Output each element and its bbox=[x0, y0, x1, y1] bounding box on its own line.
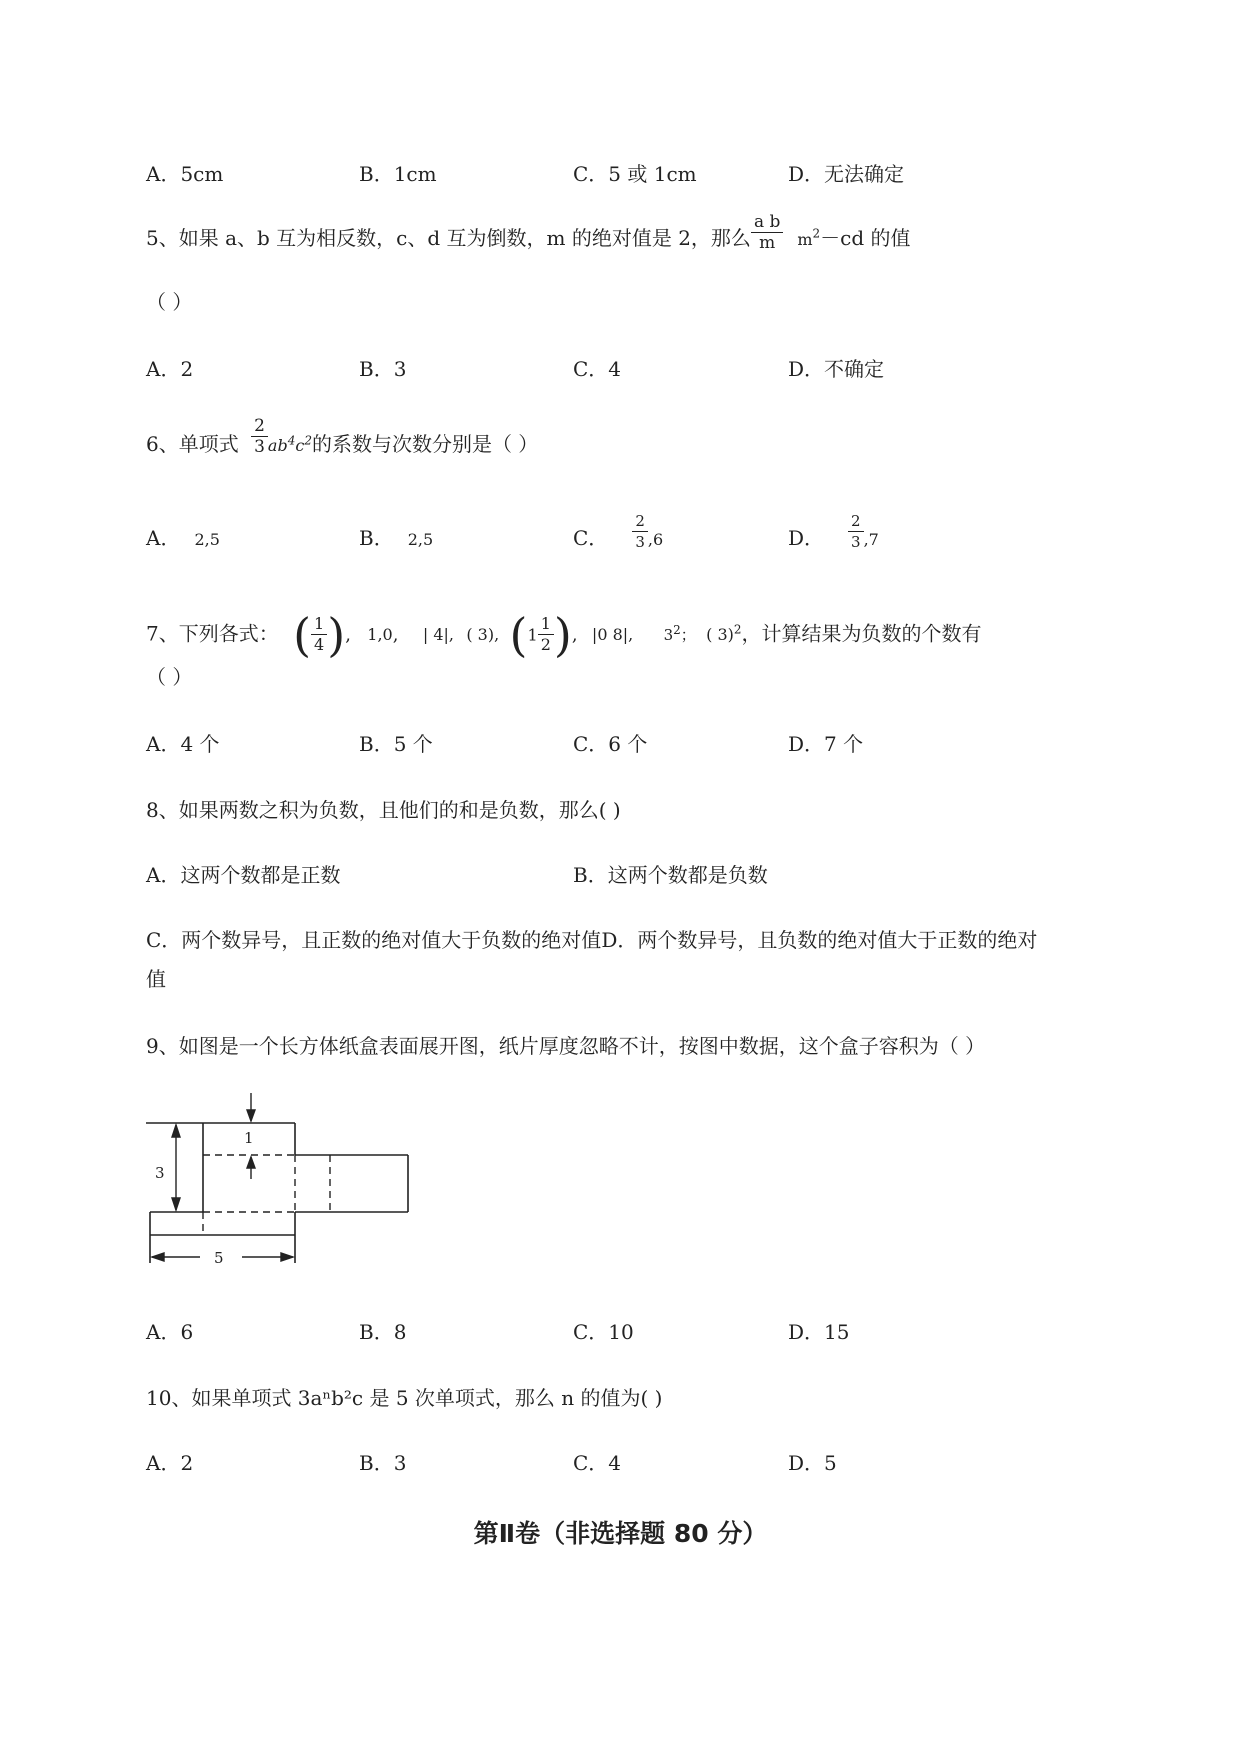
q5-m-sup: 2 bbox=[812, 226, 821, 241]
q6-option-b: B． 2,5 bbox=[359, 526, 434, 550]
q4-option-b: B．1cm bbox=[359, 162, 437, 186]
q7-option-c: C．6 个 bbox=[573, 732, 648, 756]
q6-stem bbox=[146, 416, 539, 457]
q7-expr-3: | 4|, bbox=[422, 625, 454, 645]
q8-option-c: C．两个数异号，且正数的绝对值大于负数的绝对值 bbox=[146, 928, 602, 952]
q5-stem-start: 5、如果 a、b 互为相反数，c、d 互为倒数，m 的绝对值是 2，那么 bbox=[146, 226, 751, 250]
figure-label-1: 1 bbox=[244, 1129, 254, 1147]
q8-option-d-cont: 值 bbox=[146, 967, 166, 991]
q10-option-c: C．4 bbox=[573, 1451, 622, 1475]
q6-mono-c: c bbox=[295, 436, 305, 455]
q6-monomial bbox=[267, 433, 312, 455]
q6-mono-sup2: 2 bbox=[304, 433, 312, 448]
q5-option-a: A．2 bbox=[146, 357, 194, 381]
q7-answer-paren: （ ） bbox=[146, 665, 193, 689]
q10-stem: 10、如果单项式 3aⁿb²c 是 5 次单项式，那么 n 的值为( ) bbox=[146, 1386, 663, 1410]
q8-option-a: A．这两个数都是正数 bbox=[146, 863, 341, 887]
q8-option-b: B．这两个数都是负数 bbox=[573, 863, 768, 887]
q7-stem: 7、下列各式： ( $\frac{1}{4}$ ), 1,0, | 4|, ( 3), (1 $\frac{1}{2}$ ), |0 8|, $3^2$； ( 3)$^2$，计算结果为负数的个数有 bbox=[146, 607, 982, 662]
q7-stem-start: 7、下列各式： bbox=[146, 621, 279, 646]
q6-option-a: A． 2,5 bbox=[146, 526, 220, 550]
q6-option-d: D． $\frac{2}{3}$ ,7 bbox=[788, 512, 879, 551]
q9-option-c: C．10 bbox=[573, 1320, 634, 1344]
q8-options-cd bbox=[146, 924, 1037, 953]
q7-stem-end: ，计算结果为负数的个数有 bbox=[741, 621, 982, 646]
section-title: 第Ⅱ卷（非选择题 80 分） bbox=[473, 1519, 768, 1548]
q7-expr-8: ( 3)$^2$ bbox=[706, 623, 742, 645]
q9-option-b: B．8 bbox=[359, 1320, 407, 1344]
q8-option-d: D．两个数异号，且负数的绝对值大于正数的绝对 bbox=[601, 928, 1038, 952]
q6-coef-fraction bbox=[251, 416, 268, 457]
q9-option-a: A．6 bbox=[146, 1320, 194, 1344]
q9-stem: 9、如图是一个长方体纸盒表面展开图，纸片厚度忽略不计，按图中数据，这个盒子容积为（ ） bbox=[146, 1034, 986, 1058]
q7-expr-6: |0 8|, bbox=[591, 625, 634, 645]
q7-expr-5-whole: 1 bbox=[527, 625, 538, 645]
q5-frac-den: m bbox=[759, 233, 776, 253]
q7-expr-7: $3^2$； bbox=[663, 623, 696, 645]
q5-option-b: B．3 bbox=[359, 357, 407, 381]
figure-label-3: 3 bbox=[155, 1164, 165, 1182]
q5-fraction bbox=[751, 212, 783, 253]
q7-option-d: D．7 个 bbox=[788, 732, 864, 756]
q6-mono-ab: ab bbox=[267, 436, 288, 455]
figure-label-5: 5 bbox=[214, 1249, 224, 1267]
q6-frac-num: 2 bbox=[251, 416, 268, 437]
q4-option-a: A．5cm bbox=[146, 162, 224, 186]
q7-expr-4: ( 3), bbox=[466, 625, 500, 645]
q10-option-b: B．3 bbox=[359, 1451, 407, 1475]
q5-stem bbox=[146, 212, 911, 253]
q5-stem-end: －cd 的值 bbox=[820, 226, 911, 250]
box-net-figure bbox=[140, 1085, 420, 1270]
q5-m: m bbox=[797, 230, 813, 249]
q8-stem: 8、如果两数之积为负数，且他们的和是负数，那么( ) bbox=[146, 798, 621, 822]
q6-option-c: C． $\frac{2}{3}$ ,6 bbox=[573, 512, 664, 551]
q7-expr-2: 1,0 bbox=[367, 625, 393, 645]
q6-stem-start: 6、单项式 bbox=[146, 432, 239, 456]
q10-option-d: D．5 bbox=[788, 1451, 837, 1475]
q4-option-d: D．无法确定 bbox=[788, 162, 905, 186]
q7-option-a: A．4 个 bbox=[146, 732, 220, 756]
q6-mono-sup1: 4 bbox=[287, 433, 296, 448]
q6-stem-end: 的系数与次数分别是（ ） bbox=[311, 432, 539, 456]
q4-option-c: C．5 或 1cm bbox=[573, 162, 697, 186]
q5-option-d: D．不确定 bbox=[788, 357, 885, 381]
q6-frac-den: 3 bbox=[254, 437, 265, 457]
q5-option-c: C．4 bbox=[573, 357, 622, 381]
q7-option-b: B．5 个 bbox=[359, 732, 433, 756]
q5-frac-num: a b bbox=[751, 212, 783, 233]
q9-option-d: D．15 bbox=[788, 1320, 850, 1344]
q5-answer-paren: （ ） bbox=[146, 290, 193, 314]
q7-expr-5: $\frac{1}{2}$ bbox=[538, 614, 554, 655]
q7-expr-1: $\frac{1}{4}$ bbox=[311, 614, 327, 655]
q10-option-a: A．2 bbox=[146, 1451, 194, 1475]
